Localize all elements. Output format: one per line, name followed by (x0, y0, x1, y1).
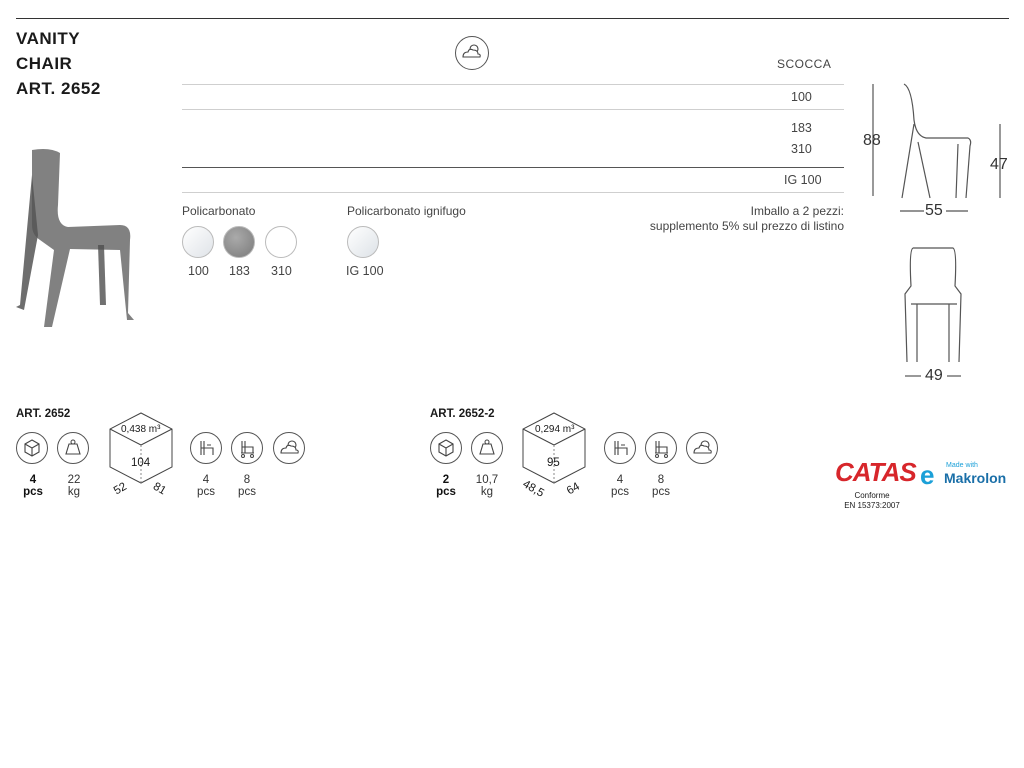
pack1-box-w: 52 (111, 480, 129, 498)
pack2-stack (600, 474, 640, 498)
swatch-code-100: 100 (188, 264, 209, 278)
pack1-box-d: 81 (150, 480, 168, 498)
pack2-art: ART. 2652-2 (430, 408, 495, 420)
table-rule-2 (182, 109, 844, 110)
pack2-volume: 0,294 m³ (535, 424, 575, 435)
box-icon (16, 432, 48, 464)
table-row-2b: 310 (791, 142, 812, 156)
trolley-icon (645, 432, 677, 464)
chair-front-drawing (895, 242, 975, 382)
catas-note-line2: EN 15373:2007 (844, 501, 900, 510)
pack2-stack-value: 4 (616, 474, 624, 486)
swatch-310 (265, 226, 297, 258)
dim-depth: 55 (925, 202, 943, 219)
product-title (16, 26, 101, 101)
dim-height: 88 (863, 132, 881, 149)
table-row-2a: 183 (791, 121, 812, 135)
weather-icon (686, 432, 718, 464)
pack2-box-d: 64 (564, 480, 582, 498)
title-line-3: ART. 2652 (16, 79, 101, 98)
table-row-3: IG 100 (784, 173, 822, 187)
pack2-weight (467, 474, 507, 498)
pack1-trolley-value: 8 (243, 474, 251, 486)
pack1-stack (186, 474, 226, 498)
swatch-183 (223, 226, 255, 258)
dim-width: 49 (925, 367, 943, 384)
table-row-1: 100 (791, 90, 812, 104)
table-rule-4 (182, 192, 844, 193)
weight-icon (471, 432, 503, 464)
pack1-weight-unit: kg (67, 486, 81, 498)
pack1-trolley (227, 474, 267, 498)
pack1-pcs (13, 474, 53, 498)
catas-logo: CATAS (835, 457, 916, 487)
pack2-trolley (641, 474, 681, 498)
packaging-note-line1: Imballo a 2 pezzi: (750, 204, 844, 218)
chair-photo (10, 145, 145, 335)
swatch-code-ig100: IG 100 (346, 264, 384, 278)
catas-note (835, 491, 909, 511)
pack2-stack-unit: pcs (611, 486, 629, 498)
weather-icon (273, 432, 305, 464)
title-line-2: CHAIR (16, 54, 73, 73)
trolley-icon (231, 432, 263, 464)
top-rule (16, 18, 1009, 19)
pack1-box-diagram (108, 411, 174, 491)
pack2-pcs-value: 2 (442, 474, 450, 486)
swatch-code-183: 183 (229, 264, 250, 278)
pack1-volume: 0,438 m³ (121, 424, 161, 435)
pack2-box-w: 48,5 (520, 478, 546, 500)
pack2-box-diagram (521, 411, 587, 491)
title-line-1: VANITY (16, 29, 81, 48)
pack1-weight (54, 474, 94, 498)
pack2-trolley-unit: pcs (652, 486, 670, 498)
dim-seat-height: 47 (990, 156, 1008, 173)
catas-note-line1: Conforme (854, 491, 890, 500)
packaging-note (600, 204, 844, 234)
pack1-weight-value: 22 (67, 474, 81, 486)
makrolon-logo: Makrolon (944, 470, 1007, 486)
material-polycarbonate-label: Policarbonato (182, 204, 256, 218)
stack-icon (604, 432, 636, 464)
pack1-pcs-unit: pcs (23, 486, 43, 498)
table-rule-3 (182, 167, 844, 168)
makrolon-logo-icon: e (920, 460, 935, 490)
pack2-pcs-unit: pcs (436, 486, 456, 498)
pack1-art: ART. 2652 (16, 408, 71, 420)
pack1-box-h: 104 (131, 457, 151, 469)
makrolon-small: Made with (946, 462, 978, 469)
swatch-100 (182, 226, 214, 258)
material-fireproof-label: Policarbonato ignifugo (347, 204, 466, 218)
weight-icon (57, 432, 89, 464)
swatch-code-310: 310 (271, 264, 292, 278)
table-rule-1 (182, 84, 844, 85)
table-header-scocca: SCOCCA (777, 57, 832, 71)
pack2-weight-value: 10,7 (475, 474, 499, 486)
pack1-pcs-value: 4 (29, 474, 37, 486)
weather-icon-header (455, 36, 489, 70)
swatch-ig100 (347, 226, 379, 258)
pack2-weight-unit: kg (480, 486, 494, 498)
pack2-pcs (426, 474, 466, 498)
box-icon (430, 432, 462, 464)
packaging-note-line2: supplemento 5% sul prezzo di listino (649, 219, 844, 233)
pack1-stack-unit: pcs (197, 486, 215, 498)
pack1-stack-value: 4 (202, 474, 210, 486)
pack2-trolley-value: 8 (657, 474, 665, 486)
stack-icon (190, 432, 222, 464)
pack2-box-h: 95 (547, 457, 560, 469)
pack1-trolley-unit: pcs (238, 486, 256, 498)
chair-side-drawing (860, 80, 1020, 220)
